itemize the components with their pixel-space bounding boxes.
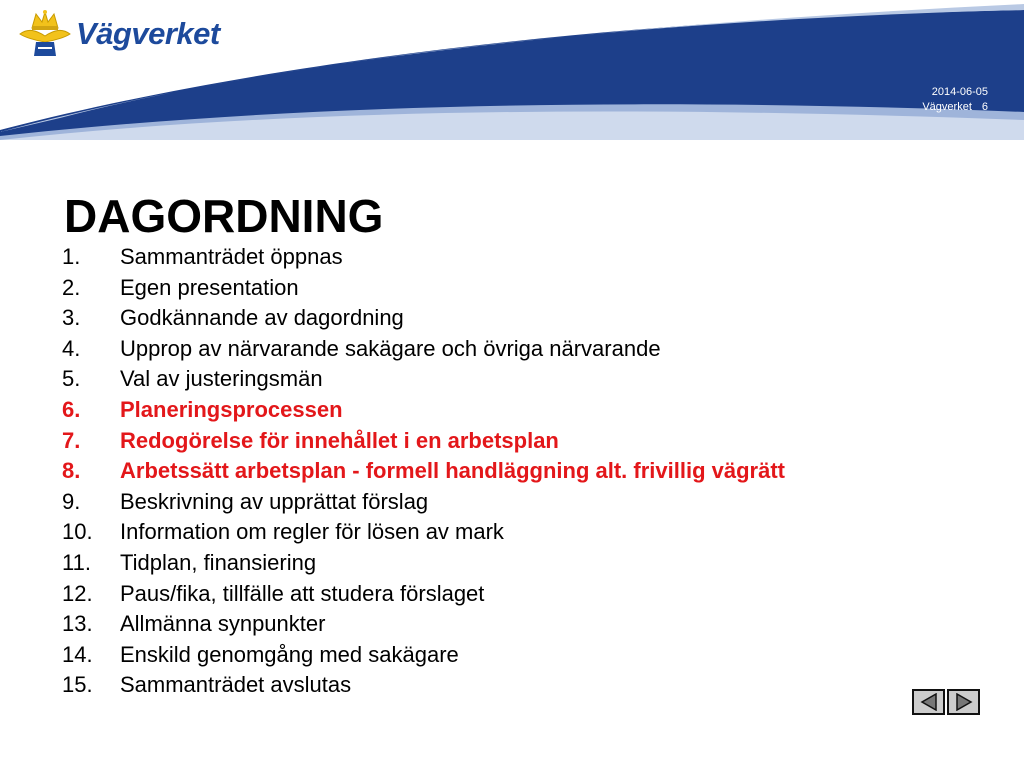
agenda-item-text: Godkännande av dagordning xyxy=(120,305,404,331)
agenda-item-text: Sammanträdet öppnas xyxy=(120,244,343,269)
agenda-item xyxy=(62,303,785,334)
agenda-item xyxy=(62,548,785,579)
vagverket-logo xyxy=(18,8,220,60)
agenda-item-text: Sammanträdet avslutas xyxy=(120,672,352,698)
agenda-item-text: Planeringsprocessen xyxy=(120,396,343,422)
agenda-item xyxy=(62,670,785,701)
agenda-item xyxy=(62,579,785,610)
agenda-item-number: 2. xyxy=(62,274,81,300)
slide-title: DAGORDNING xyxy=(64,190,384,242)
agenda-item xyxy=(62,640,785,671)
agenda-item xyxy=(62,364,785,395)
triangle-left-icon xyxy=(919,693,939,711)
agenda-item-number: 8. xyxy=(62,458,81,484)
slide-meta xyxy=(922,85,988,115)
agenda-item xyxy=(62,487,785,518)
agenda-item-text: Enskild genomgång med sakägare xyxy=(120,641,459,667)
agenda-item-number: 3. xyxy=(62,305,81,331)
next-slide-button[interactable] xyxy=(947,689,980,715)
agenda-item-number: 9. xyxy=(62,488,81,514)
footer-info xyxy=(922,100,988,115)
agenda-item xyxy=(62,242,785,273)
agenda-item xyxy=(62,395,785,426)
agenda-item-number: 7. xyxy=(62,427,81,453)
agenda-item-number: 14. xyxy=(62,641,93,667)
agenda-item xyxy=(62,334,785,365)
agenda-item-text: Allmänna synpunkter xyxy=(120,611,326,637)
agenda-item-number: 15. xyxy=(62,672,93,698)
agenda-item xyxy=(62,609,785,640)
agenda-item-text: Arbetssätt arbetsplan - formell handläggning alt. frivillig vägrätt xyxy=(120,458,785,484)
crown-emblem-icon xyxy=(18,8,72,60)
agenda-item-number: 12. xyxy=(62,580,93,606)
agenda-item-number: 4. xyxy=(62,335,81,361)
agenda-item-number: 6. xyxy=(62,396,81,422)
agenda-item-number: 5. xyxy=(62,366,81,392)
agenda-item-number: 1. xyxy=(62,244,81,269)
agenda-item-text: Information om regler för lösen av mark xyxy=(120,519,504,545)
agenda-item-number: 11. xyxy=(62,549,91,575)
agenda-item-text: Beskrivning av upprättat förslag xyxy=(120,488,429,514)
triangle-right-icon xyxy=(954,693,974,711)
agenda-item-number: 13. xyxy=(62,611,93,637)
agenda-item xyxy=(62,426,785,457)
agenda-item-number: 10. xyxy=(62,519,93,545)
agenda-list xyxy=(62,242,785,701)
date-label: 2014-06-05 xyxy=(931,86,988,98)
agenda-item xyxy=(62,517,785,548)
brand-name: Vägverket xyxy=(76,16,220,51)
agenda-item-text: Upprop av närvarande sakägare och övriga närvarande xyxy=(120,335,661,361)
slide-navigation xyxy=(912,689,982,715)
agenda-item xyxy=(62,273,785,304)
agenda-item-text: Tidplan, finansiering xyxy=(120,549,317,575)
agenda-item xyxy=(62,456,785,487)
agenda-item-text: Egen presentation xyxy=(120,274,299,300)
slide-number: 6 xyxy=(981,101,988,113)
agenda-item-text: Val av justeringsmän xyxy=(120,366,323,392)
agenda-item-text: Redogörelse för innehållet i en arbetsplan xyxy=(120,427,559,453)
previous-slide-button[interactable] xyxy=(912,689,945,715)
footer-org: Vägverket xyxy=(922,101,972,113)
agenda-item-text: Paus/fika, tillfälle att studera förslaget xyxy=(120,580,485,606)
